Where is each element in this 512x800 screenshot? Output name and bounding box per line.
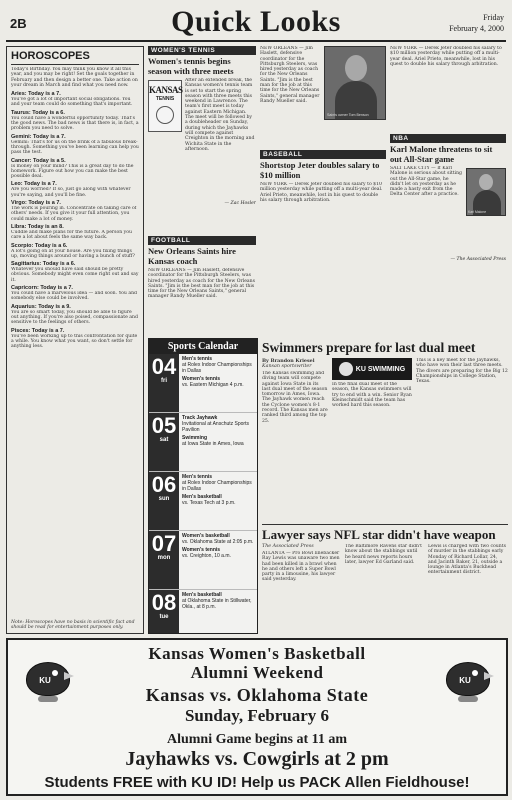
event-label: Men's tennis — [182, 356, 213, 362]
section-label: WOMEN'S TENNIS — [148, 46, 256, 55]
horoscopes-title: HOROSCOPES — [11, 50, 139, 65]
calendar-date-block — [149, 354, 179, 412]
nba-article — [390, 46, 506, 338]
article-body: After an extended break, the Kansas women's tennis team is set to start the spring season with three meets this weekend in Lawrence. The team's first meet is today against Eastern Michigan. The meet will be followed by a doubleheader on Sunday, during which the Jayhawks will compete against Creighton in the morning and Wichita State in the afternoon. — [185, 78, 255, 152]
horoscope-entry — [11, 304, 139, 326]
football-continued-body: NEW ORLEANS — Jim Haslett, defensive coordinator for the Pittsburgh Steelers, was hired yesterday as coach for the New Orleans Saints. "Jim is the best man for the job at this time for the New Orleans Saints," general manager Randy Mueller said. — [260, 46, 320, 104]
sports-calendar — [148, 338, 258, 634]
horoscope-entry — [11, 110, 139, 132]
event-label: Men's basketball — [182, 592, 222, 598]
horoscopes-intro: Today's Birthday. You may think you know it all this year, and you may be right! Set the goals together in February and then design a better one. Take action on your dream in March and find what you need now. — [11, 67, 138, 88]
event-detail: vs. Creighton, 10 a.m. — [182, 553, 231, 559]
football-article — [148, 236, 256, 334]
photo-face — [479, 174, 493, 190]
horoscope-entry — [11, 200, 139, 222]
event-label: Women's tennis — [182, 376, 221, 382]
article-headline: Lawyer says NFL star didn't have weapon — [262, 527, 496, 542]
event-detail: at Oklahoma State in Stillwater, Okla., at 8 p.m. — [182, 598, 252, 610]
calendar-event — [182, 592, 254, 610]
horoscope-entry — [11, 181, 139, 198]
horoscope-sign: Leo: Today is a 7. — [11, 181, 57, 188]
horoscope-sign: Taurus: Today is a 6. — [11, 109, 65, 116]
calendar-events — [179, 590, 257, 634]
horoscope-sign: Virgo: Today is a 7. — [11, 200, 61, 207]
event-label: Women's tennis — [182, 547, 221, 553]
article-column-3 — [416, 358, 508, 520]
horoscope-text: Cuddle and make plans for the future. A person you care a lot about feels the same way back. — [11, 229, 132, 241]
horoscope-entry — [11, 224, 139, 241]
page-day: Friday — [483, 13, 504, 22]
calendar-event — [182, 474, 254, 492]
article-body: SALT LAKE CITY — If Karl Malone is serious about sitting out the All-Star game, he didn't let on yesterday as he made a hasty exit from the Delta Center after a practice. — [390, 166, 462, 198]
horoscope-text: You could have a wonderful opportunity today. That's the good news. The bad news is that there is, in fact, a problem you need to solve. — [11, 115, 139, 132]
horoscope-sign: Scorpio: Today is a 6. — [11, 242, 68, 249]
horoscope-sign: Aquarius: Today is a 9. — [11, 303, 71, 310]
horoscope-sign: Cancer: Today is a 5. — [11, 157, 66, 164]
article-headline: Shortstop Jeter doubles salary to $10 million — [260, 160, 380, 180]
mascot-label: KU — [459, 676, 471, 685]
mascot-label: KU — [39, 676, 51, 685]
baseball-continued-body: NEW YORK — Derek Jeter doubled his salary to $10 million yesterday while putting off a multi-year deal. Ariel Prieto, meanwhile, lost in his quest to double his salary through arbitration. — [390, 46, 502, 67]
horoscope-text: You've been working up to this confrontation for quite a while. You know what you want, so don't settle for anything less. — [11, 333, 138, 350]
calendar-day-row — [149, 590, 257, 634]
lawyer-article — [262, 524, 508, 634]
horoscope-text: You've got a lot of important social obligations. You and your team could do something that's important. — [11, 97, 133, 108]
calendar-date-number: 06 — [151, 472, 177, 497]
ad-line-7: Students FREE with KU ID! Help us PACK Allen Fieldhouse! — [44, 774, 470, 791]
calendar-day-row — [149, 531, 257, 590]
ad-line-2: Alumni Weekend — [190, 663, 324, 682]
photo-caption: Saints owner Tom Benson — [327, 113, 369, 117]
calendar-day-row — [149, 472, 257, 531]
article-body-2: In the final dual meet of the season, the Kansas swimmers will try to end with a win. Senior Ryan Kleinschmidt said the team has worked hard this season. — [332, 382, 412, 409]
calendar-date-block — [149, 413, 179, 471]
horoscopes-column — [6, 46, 144, 634]
calendar-title: Sports Calendar — [149, 339, 257, 354]
page-number: 2B — [10, 16, 27, 31]
calendar-events — [179, 354, 257, 412]
horoscope-entry — [11, 285, 139, 302]
event-label: Men's tennis — [182, 474, 213, 480]
article-credit: The Associated Press — [262, 544, 314, 549]
badge-label: KU SWIMMING — [355, 365, 406, 373]
calendar-events — [179, 531, 256, 589]
horoscope-text: You are so smart today, you should be able to figure out anything. If you're also poised, compassionate and sensitive to the feelings of others. — [11, 309, 138, 326]
horoscope-sign: Aries: Today is a 7. — [11, 91, 61, 98]
ad-line-1: Kansas Women's Basketball — [148, 644, 366, 663]
horoscope-sign: Sagittarius: Today is a 6. — [11, 261, 76, 268]
calendar-day-row — [149, 413, 257, 472]
horoscope-text: A lot's going on at your house. Are you fixing things up, moving things around or having a bunch of stuff? — [11, 248, 135, 259]
horoscope-text: The work is pouring in. Concentrate on taking care of others' needs. If you give it your full attention, you could make a lot of money. — [11, 206, 137, 222]
saints-owner-photo — [324, 46, 386, 120]
horoscope-entry — [11, 328, 139, 350]
event-label: Men's basketball — [182, 494, 222, 500]
section-label: NBA — [390, 134, 506, 143]
calendar-event — [182, 415, 254, 433]
logo-word-tennis: TENNIS — [155, 96, 175, 102]
calendar-rows — [149, 354, 257, 634]
event-label: Swimming — [182, 435, 208, 441]
section-label: BASEBALL — [260, 150, 386, 159]
calendar-day-name: mon — [157, 555, 171, 561]
horoscope-text: Whatever you should have said should be pretty obvious. Somebody might even come right out and say it. — [11, 267, 139, 283]
womens-tennis-article — [148, 46, 256, 234]
article-body: NEW ORLEANS — Jim Haslett, defensive coordinator for the Pittsburgh Steelers, was hired yesterday as coach for the New Orleans Saints. "Jim is the best man for the job at this time for the New Orleans Saints," general manager Randy Mueller said. — [148, 268, 255, 300]
page-date — [449, 12, 504, 34]
byline-role: Kansan sportswriter — [262, 364, 312, 369]
photo-caption: Karl Malone — [468, 210, 487, 214]
calendar-date-number: 05 — [151, 413, 177, 438]
page-header — [6, 4, 506, 42]
event-detail: vs. Eastern Michigan 4 p.m. — [182, 382, 244, 388]
horoscope-entry — [11, 134, 139, 156]
calendar-event — [182, 356, 254, 374]
event-label: Track Jayhawk — [182, 415, 218, 421]
calendar-event — [182, 547, 253, 559]
baseball-article — [260, 46, 386, 338]
calendar-day-name: sat — [159, 437, 169, 443]
article-byline — [262, 358, 328, 369]
article-column-2 — [332, 358, 412, 520]
article-columns — [262, 544, 508, 634]
event-detail: vs. Oklahoma State at 2:05 p.m. — [182, 539, 254, 545]
ad-line-3: Kansas vs. Oklahoma State — [145, 685, 369, 705]
article-column-3 — [428, 544, 507, 634]
article-column-2 — [345, 544, 424, 634]
calendar-event — [182, 376, 254, 388]
jayhawk-icon — [339, 362, 353, 376]
horoscope-text: You could have a marvelous idea — and soon. You and somebody else could be involved. — [11, 291, 137, 302]
article-body-2: The Baltimore Ravens star didn't know about the stabbings until he heard news reports hours later, lawyer Ed Garland said. — [345, 544, 423, 565]
event-detail: at Iowa State in Ames, Iowa — [182, 441, 244, 447]
calendar-event — [182, 435, 254, 447]
horoscope-text: Are you worried? If so, just go along with whatever you're saying, and you'll be fine. — [11, 187, 131, 198]
horoscope-list — [11, 91, 139, 349]
event-detail: at Rolex Indoor Championships in Dallas — [182, 480, 252, 492]
article-headline: New Orleans Saints hire Kansas coach — [148, 246, 236, 266]
horoscope-entry — [11, 158, 139, 180]
horoscope-sign: Capricorn: Today is a 7. — [11, 285, 73, 292]
calendar-date-block — [149, 472, 179, 530]
photo-face — [345, 55, 367, 81]
calendar-event — [182, 494, 254, 506]
swimming-article — [262, 340, 508, 520]
event-label: Women's basketball — [182, 533, 230, 539]
article-columns — [262, 358, 508, 520]
ku-swimming-badge — [332, 358, 412, 380]
article-headline: Karl Malone threatens to sit out All-Star game — [390, 144, 493, 164]
article-signature: — The Associated Press — [450, 257, 506, 262]
ad-line-6: Jayhawks vs. Cowgirls at 2 pm — [125, 748, 389, 770]
horoscope-entry — [11, 243, 139, 260]
logo-word-kansas: KANSAS — [149, 85, 183, 95]
calendar-day-row — [149, 354, 257, 413]
calendar-date-number: 04 — [151, 354, 177, 379]
calendar-date-number: 07 — [151, 531, 177, 556]
article-body-1: The Kansas swimming and diving team will compete against Iowa State in its last dual meet of the season tomorrow in Ames, Iowa. The Jayhawk women reach the Cyclone women's 8-1 record. The Kansas men are ranked third among the top 25. — [262, 371, 328, 424]
calendar-day-name: fri — [161, 378, 167, 384]
article-headline: Swimmers prepare for last dual meet — [262, 340, 476, 355]
horoscope-entry — [11, 91, 139, 108]
horoscopes-note: Note: Horoscopes have no basis in scientific fact and should be read for entertainment purposes only. — [11, 620, 135, 630]
horoscope-sign: Gemini: Today is a 7. — [11, 133, 66, 140]
horoscope-sign: Pisces: Today is a 7. — [11, 327, 65, 334]
calendar-day-name: tue — [159, 614, 169, 620]
tennis-ball-icon — [156, 106, 174, 124]
page-title: Quick Looks — [171, 5, 341, 38]
calendar-date-number: 08 — [151, 590, 177, 615]
event-detail: vs. Texas Tech at 3 p.m. — [182, 500, 236, 506]
event-detail: at Rolex Indoor Championships in Dallas — [182, 362, 252, 374]
article-body-3: Lewis is charged with two counts of murder in the stabbings early Monday of Richard Lollar, 24, and Jacinth Baker, 21, outside a lounge in Atlanta's Buckhead entertainment district. — [428, 544, 506, 576]
article-body-3: This is a key meet for the Jayhawks, who have won their last three meets. The divers are preparing for the Big 12 Championships in College Station, Texas. — [416, 358, 508, 385]
event-detail: Invitational at Anschutz Sports Pavilion — [182, 421, 249, 433]
article-body-1: ATLANTA — Pro Bowl linebacker Ray Lewis was unaware two men had been killed in a brawl when he and others left a Super Bowl party in a limousine, his lawyer said yesterday. — [262, 551, 340, 583]
article-signature: — Zac Hosler — [224, 201, 256, 206]
calendar-event — [182, 533, 253, 545]
article-headline: Women's tennis begins season with three meets — [148, 56, 234, 76]
karl-malone-photo — [466, 168, 506, 216]
horoscope-entry — [11, 261, 139, 283]
calendar-events — [179, 413, 257, 471]
alumni-weekend-ad — [6, 638, 508, 796]
calendar-date-block — [149, 590, 179, 634]
kansas-tennis-logo — [148, 80, 182, 132]
horoscope-text: Is money on your mind? This is a great day to do the homework. Figure out how you can make the best possible deal. — [11, 163, 134, 180]
horoscope-text: Gemini: That's for us on the brink of a fabulous break-through. Something you've been learning can help you pass the test. — [11, 139, 139, 156]
article-column-1 — [262, 358, 328, 520]
calendar-events — [179, 472, 257, 530]
article-body: NEW YORK — Derek Jeter doubled his salary to $10 million yesterday while putting off a multi-year deal. Ariel Prieto, meanwhile, lost in his quest to double his salary through arbitration. — [260, 182, 383, 203]
calendar-day-name: sun — [158, 496, 170, 502]
byline-name: By Brandon Kriesel — [262, 358, 315, 364]
horoscope-sign: Libra: Today is an 8. — [11, 223, 64, 230]
ad-line-4: Sunday, February 6 — [184, 706, 330, 725]
page-date-text: February 4, 2000 — [449, 24, 504, 33]
section-label: FOOTBALL — [148, 236, 256, 245]
calendar-date-block — [149, 531, 179, 589]
article-column-1 — [262, 544, 341, 634]
ad-line-5: Alumni Game begins at 11 am — [166, 732, 348, 747]
